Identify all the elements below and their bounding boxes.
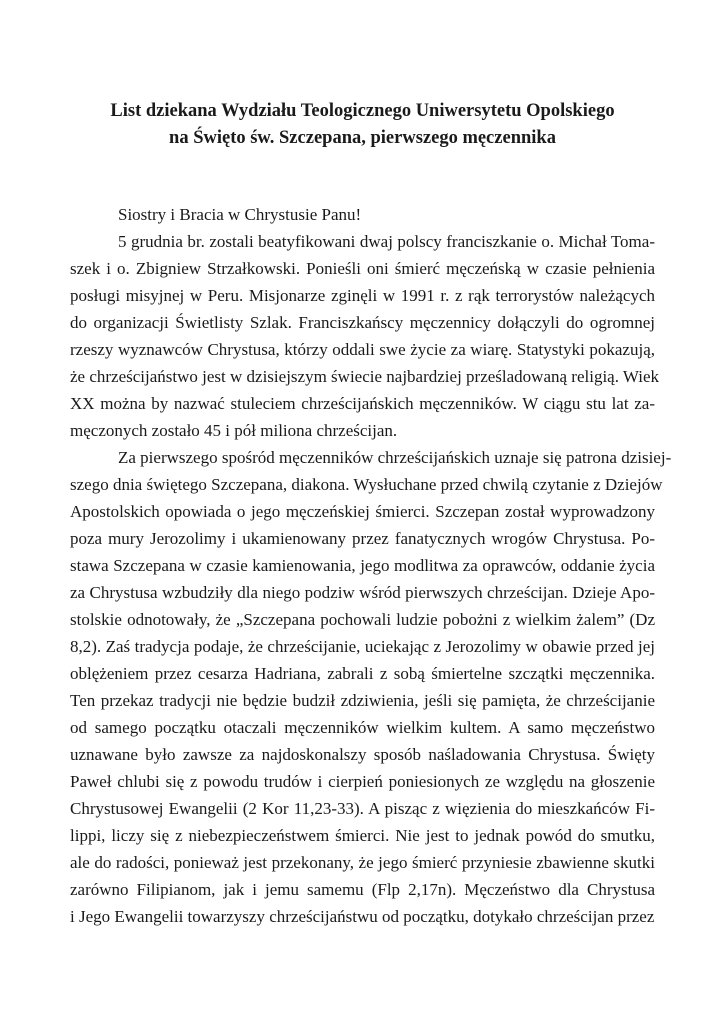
text-line: posługi misyjnej w Peru. Misjonarze zginęli w 1991 r. z rąk terrorystów należących (70, 286, 655, 305)
text-line: Paweł chlubi się z powodu trudów i cierpień poniesionych ze względu na głoszenie (70, 772, 655, 791)
text-line: Chrystusowej Ewangelii (2 Kor 11,23-33). A pisząc z więzienia do mieszkańców Fi- (70, 799, 655, 818)
text-line: Apostolskich opowiada o jego męczeńskiej śmierci. Szczepan został wyprowadzony (70, 502, 655, 521)
letter-body (70, 201, 672, 930)
text-line: i Jego Ewangelii towarzyszy chrześcijaństwu od początku, dotykało chrześcijan przez (70, 907, 655, 926)
text-line: za Chrystusa wzbudziły dla niego podziw wśród pierwszych chrześcijan. Dzieje Apo- (70, 583, 655, 602)
text-line: ale do radości, ponieważ jest przekonany, że jego śmierć przyniesie zbawienne skutki (70, 853, 655, 872)
text-line: że chrześcijaństwo jest w dzisiejszym świecie najbardziej prześladowaną religią. Wiek (70, 367, 660, 386)
paragraph (70, 444, 672, 930)
text-line: 5 grudnia br. zostali beatyfikowani dwaj polscy franciszkanie o. Michał Toma- (118, 232, 655, 251)
text-line: szego dnia świętego Szczepana, diakona. Wysłuchane przed chwilą czytanie z Dziejów (70, 475, 663, 494)
text-line: oblężeniem przez cesarza Hadriana, zabrali z sobą śmiertelne szczątki męczennika. (70, 664, 655, 683)
paragraph (70, 201, 655, 228)
text-line: do organizacji Świetlisty Szlak. Franciszkańscy męczennicy dołączyli do ogromnej (70, 313, 655, 332)
text-line: stolskie odnotowały, że „Szczepana pochowali ludzie pobożni z wielkim żalem” (Dz (70, 610, 655, 629)
text-line: szek i o. Zbigniew Strzałkowski. Ponieśli oni śmierć męczeńską w czasie pełnienia (70, 259, 655, 278)
title-line-1: List dziekana Wydziału Teologicznego Uniwersytetu Opolskiego (110, 101, 615, 121)
text-line: rzeszy wyznawców Chrystusa, którzy oddali swe życie za wiarę. Statystyki pokazują, (70, 340, 655, 359)
text-line: poza mury Jerozolimy i ukamienowany przez fanatycznych wrogów Chrystusa. Po- (70, 529, 655, 548)
text-line: Siostry i Bracia w Chrystusie Panu! (118, 205, 362, 224)
text-line: od samego początku otaczali męczenników wielkim kultem. A samo męczeństwo (70, 718, 655, 737)
text-line: XX można by nazwać stuleciem chrześcijańskich męczenników. W ciągu stu lat za- (70, 394, 655, 413)
text-line: uznawane było zawsze za najdoskonalszy sposób naśladowania Chrystusa. Święty (70, 745, 655, 764)
document-title (70, 98, 655, 152)
text-line: zarówno Filipianom, jak i jemu samemu (Flp 2,17n). Męczeństwo dla Chrystusa (70, 880, 655, 899)
title-line-2: na Święto św. Szczepana, pierwszego męczennika (169, 128, 556, 148)
text-line: męczonych zostało 45 i pół miliona chrześcijan. (70, 421, 398, 440)
text-line: Ten przekaz tradycji nie będzie budził zdziwienia, jeśli się pamięta, że chrześcijanie (70, 691, 655, 710)
text-line: stawa Szczepana w czasie kamienowania, jego modlitwa za oprawców, oddanie życia (70, 556, 655, 575)
paragraph (70, 228, 660, 444)
text-line: 8,2). Zaś tradycja podaje, że chrześcijanie, uciekając z Jerozolimy w obawie przed jej (70, 637, 655, 656)
text-line: Za pierwszego spośród męczenników chrześcijańskich uznaje się patrona dzisiej- (118, 448, 672, 467)
text-line: lippi, liczy się z niebezpieczeństwem śmierci. Nie jest to jednak powód do smutku, (70, 826, 655, 845)
